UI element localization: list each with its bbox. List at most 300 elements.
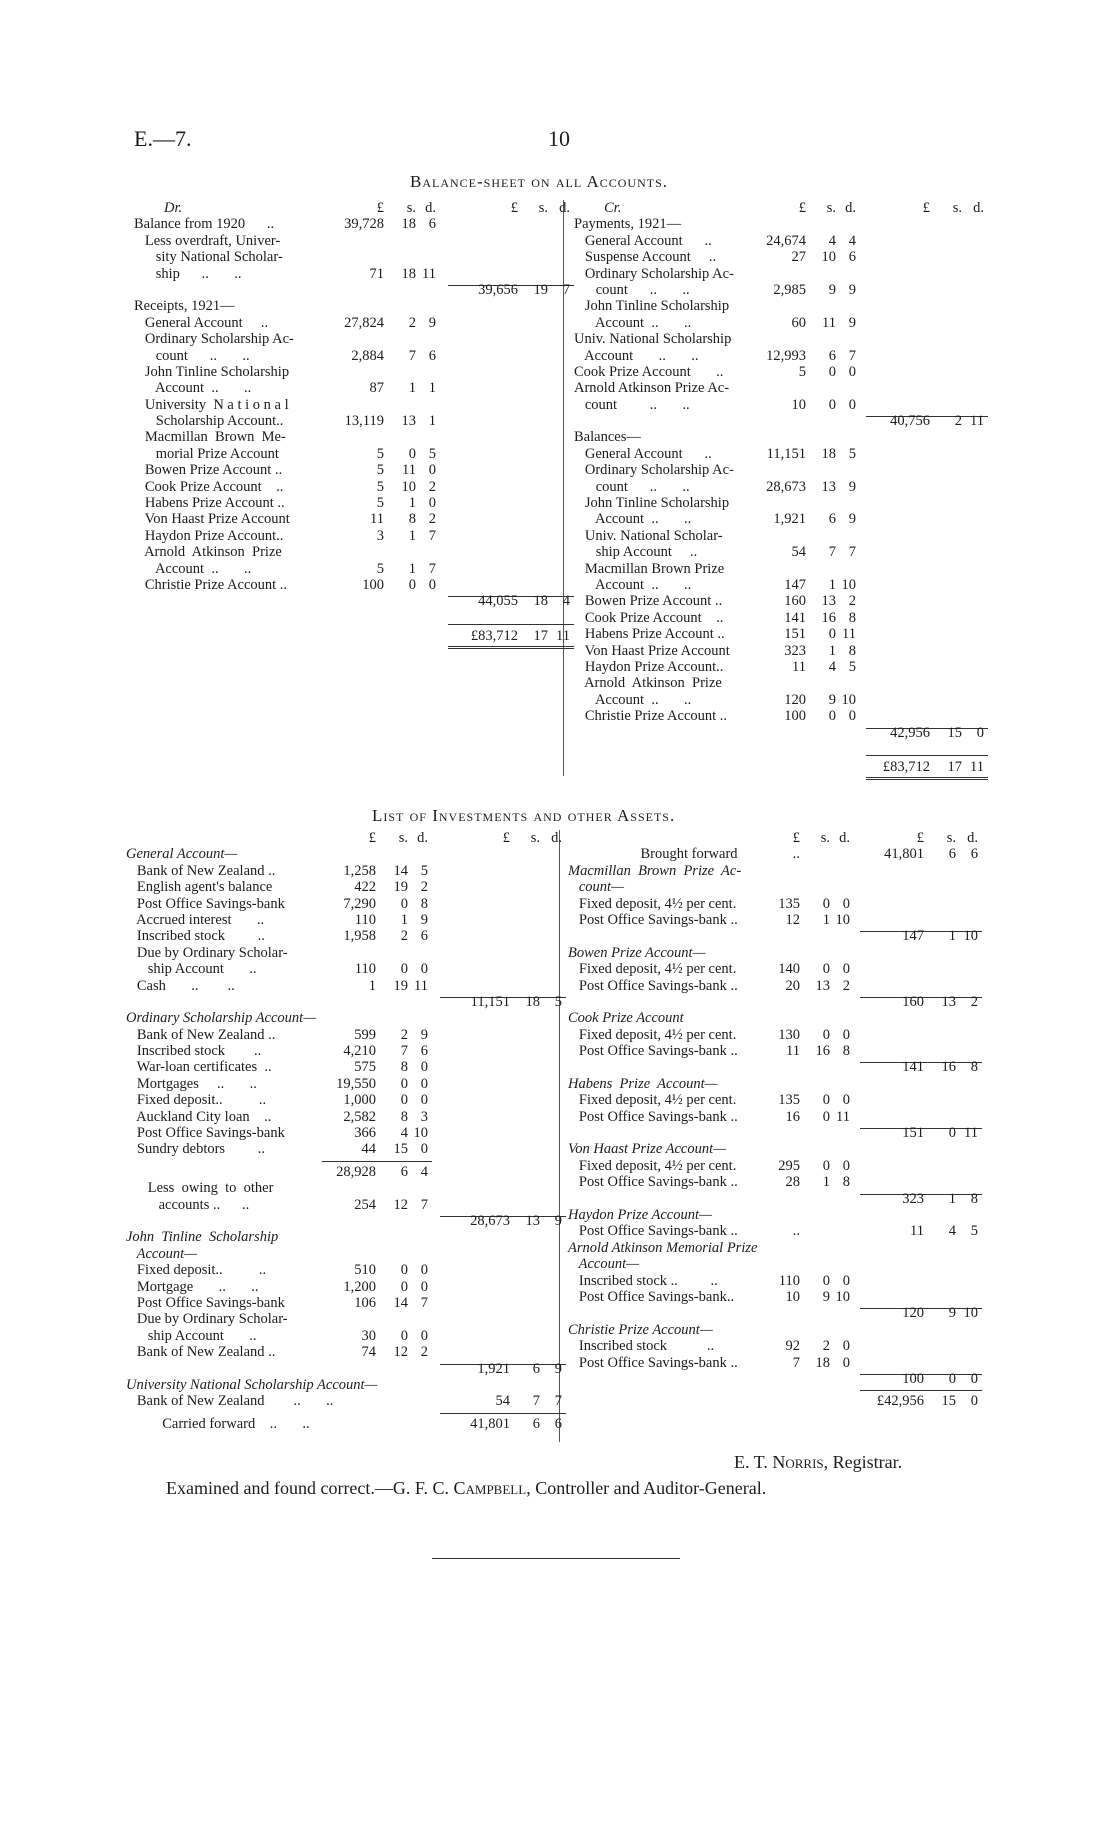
ledger-row bbox=[134, 364, 574, 380]
amount-l1: 20 bbox=[785, 977, 800, 994]
grand-total-row bbox=[574, 759, 1014, 775]
ledger-row bbox=[574, 331, 1014, 347]
total-double-rule bbox=[448, 646, 574, 649]
amount-d1: 0 bbox=[842, 1354, 850, 1371]
amount-s1: 4 bbox=[400, 1125, 408, 1142]
amount-d1: 1 bbox=[428, 413, 436, 430]
ledger-row bbox=[568, 1158, 1008, 1174]
amount-d1: 6 bbox=[428, 347, 436, 364]
subtotal-row bbox=[568, 1059, 1008, 1075]
ledger-label: Christie Prize Account .. bbox=[134, 576, 288, 593]
ledger-label: John Tinline Scholarship bbox=[126, 1229, 279, 1246]
amount-s1: 13 bbox=[821, 478, 836, 495]
amount-s1: 14 bbox=[393, 862, 408, 879]
amount-d1: 2 bbox=[428, 511, 436, 528]
sum-rule bbox=[440, 1413, 566, 1414]
ledger-row bbox=[126, 846, 566, 862]
amount-d1: 0 bbox=[848, 708, 856, 725]
amount-s1: 10 bbox=[821, 249, 836, 266]
amount-s2: 15 bbox=[947, 724, 962, 741]
amount-l2: 54 bbox=[495, 1393, 510, 1410]
ledger-label: Cook Prize Account bbox=[568, 1010, 684, 1027]
ledger-row bbox=[126, 961, 566, 977]
amount-s1: 2 bbox=[400, 928, 408, 945]
amount-d1: 0 bbox=[428, 576, 436, 593]
amount-l2: 40,756 bbox=[890, 413, 930, 430]
amount-s1: 1 bbox=[408, 495, 416, 512]
ledger-label: War-loan certificates .. bbox=[126, 1059, 272, 1076]
ledger-label: Fixed deposit, 4½ per cent. bbox=[568, 1157, 737, 1174]
amount-s2: 7 bbox=[532, 1393, 540, 1410]
amount-s2: 18 bbox=[533, 593, 548, 610]
ledger-label: Post Office Savings-bank .. bbox=[568, 1108, 738, 1125]
ledger-label: Ordinary Scholarship Ac- bbox=[134, 331, 294, 348]
ledger-row bbox=[126, 1197, 566, 1213]
ledger-row bbox=[126, 978, 566, 994]
ledger-row bbox=[126, 1262, 566, 1278]
ledger-label: Habens Prize Account .. bbox=[134, 495, 285, 512]
ledger-label: Post Office Savings-bank .. bbox=[568, 977, 738, 994]
dr-side bbox=[134, 200, 574, 644]
amount-s2: 15 bbox=[941, 1393, 956, 1410]
amount-l1: 254 bbox=[354, 1196, 376, 1213]
ledger-row bbox=[574, 659, 1014, 675]
amount-d2: 5 bbox=[970, 1223, 978, 1240]
ledger-row bbox=[134, 249, 574, 265]
ledger-label: count .. .. bbox=[574, 478, 690, 495]
ledger-row bbox=[126, 1076, 566, 1092]
amount-s1: 1 bbox=[408, 560, 416, 577]
amount-s1: 0 bbox=[828, 363, 836, 380]
ledger-row bbox=[574, 364, 1014, 380]
ledger-row bbox=[574, 692, 1014, 708]
amount-d1: 11 bbox=[422, 265, 436, 282]
ledger-row bbox=[568, 1207, 1008, 1223]
ledger-row bbox=[126, 1059, 566, 1075]
amount-l1: 11 bbox=[792, 658, 806, 675]
amount-l1: 2,884 bbox=[351, 347, 384, 364]
ledger-row bbox=[126, 1246, 566, 1262]
amount-s2: 0 bbox=[948, 1125, 956, 1142]
subtotal-row bbox=[574, 413, 1014, 429]
ledger-label: Inscribed stock .. .. bbox=[568, 1272, 718, 1289]
ledger-label: Post Office Savings-bank.. bbox=[568, 1288, 735, 1305]
ledger-label: Fixed deposit, 4½ per cent. bbox=[568, 1026, 737, 1043]
amount-s1: 0 bbox=[822, 1092, 830, 1109]
subtotal-row bbox=[126, 1213, 566, 1229]
amount-d1: 9 bbox=[848, 511, 856, 528]
ledger-label: Post Office Savings-bank bbox=[126, 1125, 285, 1142]
ledger-label: Bank of New Zealand .. bbox=[126, 1026, 276, 1043]
amount-d1: 9 bbox=[848, 478, 856, 495]
ledger-row bbox=[574, 561, 1014, 577]
total-d2: 11 bbox=[970, 758, 984, 775]
ledger-label: Mortgages .. .. bbox=[126, 1075, 257, 1092]
column-header-d1: d. bbox=[845, 200, 856, 216]
ledger-row bbox=[574, 216, 1014, 232]
amount-s1: 13 bbox=[401, 413, 416, 430]
ledger-label: Account .. .. bbox=[574, 314, 692, 331]
amount-l2: 39,656 bbox=[478, 281, 518, 298]
amount-d2: 7 bbox=[562, 281, 570, 298]
ledger-label: Haydon Prize Account— bbox=[568, 1206, 712, 1223]
amount-d1: 9 bbox=[428, 314, 436, 331]
amount-s1: 0 bbox=[822, 895, 830, 912]
column-header-d1: d. bbox=[425, 200, 436, 216]
ledger-row bbox=[568, 1256, 1008, 1272]
amount-s1: 9 bbox=[822, 1288, 830, 1305]
ledger-row bbox=[568, 863, 1008, 879]
amount-l1: 7 bbox=[792, 1354, 800, 1371]
amount-s1: 15 bbox=[393, 1141, 408, 1158]
ledger-label: ship Account .. bbox=[574, 544, 698, 561]
amount-l1: 295 bbox=[778, 1157, 800, 1174]
amount-l2: 100 bbox=[902, 1370, 924, 1387]
ledger-label: morial Prize Account bbox=[134, 445, 279, 462]
ledger-label: Fixed deposit.. .. bbox=[126, 1092, 267, 1109]
ledger-row bbox=[568, 846, 1008, 862]
ledger-label: Habens Prize Account— bbox=[568, 1075, 718, 1092]
ledger-label: Less owing to other bbox=[126, 1180, 274, 1197]
ledger-row bbox=[134, 397, 574, 413]
column-header-s1: s. bbox=[398, 830, 408, 846]
amount-d1: 2 bbox=[848, 593, 856, 610]
amount-s1: 0 bbox=[822, 1272, 830, 1289]
amount-d1: 6 bbox=[420, 1043, 428, 1060]
amount-s1: 19 bbox=[393, 879, 408, 896]
amount-l2: 28,673 bbox=[470, 1212, 510, 1229]
amount-s2: 1 bbox=[948, 1190, 956, 1207]
amount-d1: 3 bbox=[420, 1108, 428, 1125]
amount-d1: 0 bbox=[842, 1092, 850, 1109]
amount-l1: 10 bbox=[791, 396, 806, 413]
amount-l1: 24,674 bbox=[766, 232, 806, 249]
amount-l1: 106 bbox=[354, 1294, 376, 1311]
amount-d1: 5 bbox=[428, 445, 436, 462]
amount-d1: 10 bbox=[841, 691, 856, 708]
amount-l1: 599 bbox=[354, 1026, 376, 1043]
ledger-row bbox=[574, 544, 1014, 560]
ledger-row bbox=[134, 446, 574, 462]
amount-l1: 44 bbox=[361, 1141, 376, 1158]
amount-l1: 366 bbox=[354, 1125, 376, 1142]
amount-s1: 4 bbox=[828, 232, 836, 249]
amount-d1: 10 bbox=[413, 1125, 428, 1142]
subtotal-row bbox=[126, 994, 566, 1010]
ledger-row bbox=[568, 896, 1008, 912]
amount-s1: 0 bbox=[822, 1026, 830, 1043]
subtotal-row bbox=[568, 994, 1008, 1010]
ledger-label: Fixed deposit, 4½ per cent. bbox=[568, 1092, 737, 1109]
amount-s1: 16 bbox=[821, 609, 836, 626]
ledger-row bbox=[126, 945, 566, 961]
amount-s1: 1 bbox=[408, 527, 416, 544]
column-header-row bbox=[574, 200, 1014, 216]
ledger-label: Inscribed stock .. bbox=[126, 928, 265, 945]
amount-l2: 1,921 bbox=[477, 1360, 510, 1377]
amount-d1: 5 bbox=[848, 445, 856, 462]
column-header-s1: s. bbox=[406, 200, 416, 216]
ledger-row bbox=[568, 879, 1008, 895]
amount-l1: 160 bbox=[784, 593, 806, 610]
page-header-code: E.—7. bbox=[134, 126, 192, 151]
ledger-label: Account .. .. bbox=[574, 511, 692, 528]
ledger-row bbox=[134, 216, 574, 232]
ledger-label: Account— bbox=[126, 1245, 198, 1262]
ledger-row bbox=[568, 1076, 1008, 1092]
amount-l1: 135 bbox=[778, 1092, 800, 1109]
amount-l1: 13,119 bbox=[344, 413, 384, 430]
ledger-row bbox=[126, 879, 566, 895]
ledger-label: ship Account .. bbox=[126, 961, 257, 978]
ledger-label: Ordinary Scholarship Ac- bbox=[574, 265, 734, 282]
ledger-row bbox=[568, 1092, 1008, 1108]
amount-d2: 6 bbox=[554, 1415, 562, 1432]
amount-s1: 1 bbox=[822, 911, 830, 928]
ledger-label: Scholarship Account.. bbox=[134, 413, 284, 430]
ledger-label: Haydon Prize Account.. bbox=[574, 658, 724, 675]
ledger-label: Account .. .. bbox=[574, 576, 692, 593]
ledger-label: Von Haast Prize Account bbox=[574, 642, 730, 659]
amount-s1: 10 bbox=[401, 478, 416, 495]
ledger-label: Post Office Savings-bank bbox=[126, 895, 285, 912]
ledger-label: Inscribed stock .. bbox=[568, 1338, 715, 1355]
amount-s1: 11 bbox=[822, 314, 836, 331]
ledger-row bbox=[126, 1027, 566, 1043]
amount-s1: 18 bbox=[815, 1354, 830, 1371]
amount-s2: 1 bbox=[948, 928, 956, 945]
ledger-row bbox=[574, 708, 1014, 724]
ledger-label: University National Scholarship Account— bbox=[126, 1376, 378, 1393]
ledger-label: General Account .. bbox=[574, 445, 712, 462]
ledger-row bbox=[574, 528, 1014, 544]
amount-l1: 28 bbox=[785, 1174, 800, 1191]
amount-d1: 2 bbox=[420, 879, 428, 896]
ledger-row bbox=[574, 462, 1014, 478]
amount-s1: 0 bbox=[822, 1157, 830, 1174]
column-header-row bbox=[134, 200, 574, 216]
amount-d1: 8 bbox=[848, 642, 856, 659]
amount-d1: 7 bbox=[420, 1294, 428, 1311]
amount-d1: 0 bbox=[842, 1272, 850, 1289]
ledger-label: Payments, 1921— bbox=[574, 216, 682, 233]
ledger-label: count .. .. bbox=[574, 396, 690, 413]
amount-d1: 7 bbox=[848, 347, 856, 364]
amount-d1: 0 bbox=[420, 1262, 428, 1279]
sum-rule bbox=[322, 1161, 432, 1162]
column-header-l1: £ bbox=[376, 200, 384, 216]
amount-d1: 4 bbox=[848, 232, 856, 249]
ledger-row bbox=[568, 1289, 1008, 1305]
ledger-label: Univ. National Scholarship bbox=[574, 331, 732, 348]
ledger-label: count— bbox=[568, 879, 624, 896]
amount-l2: 120 bbox=[902, 1305, 924, 1322]
ledger-label: ship .. .. bbox=[134, 265, 242, 282]
amount-s2: 16 bbox=[941, 1059, 956, 1076]
ledger-row bbox=[568, 1223, 1008, 1239]
amount-l2: 41,801 bbox=[884, 846, 924, 863]
ledger-label: John Tinline Scholarship bbox=[134, 363, 290, 380]
ledger-label: Macmillan Brown Prize bbox=[574, 560, 725, 577]
ledger-label: Arnold Atkinson Memorial Prize bbox=[568, 1239, 758, 1256]
amount-l2: 160 bbox=[902, 993, 924, 1010]
amount-l1: 575 bbox=[354, 1059, 376, 1076]
amount-l1: 7,290 bbox=[343, 895, 376, 912]
registrar-signature: E. T. Norris, Registrar. bbox=[734, 1452, 903, 1472]
amount-d1: 6 bbox=[428, 216, 436, 233]
amount-d2: 0 bbox=[970, 1370, 978, 1387]
ledger-row bbox=[126, 863, 566, 879]
amount-s1: 18 bbox=[401, 216, 416, 233]
ledger-row bbox=[568, 1043, 1008, 1059]
amount-s1: 0 bbox=[400, 895, 408, 912]
amount-s1: 6 bbox=[400, 1163, 408, 1180]
column-header-d2: d. bbox=[559, 200, 570, 216]
ledger-row bbox=[568, 1338, 1008, 1354]
amount-d1: 11 bbox=[414, 977, 428, 994]
amount-d1: 4 bbox=[420, 1163, 428, 1180]
ledger-row bbox=[134, 348, 574, 364]
amount-s1: 0 bbox=[828, 626, 836, 643]
amount-d1: 0 bbox=[420, 961, 428, 978]
ledger-row bbox=[126, 1125, 566, 1141]
amount-d2: 0 bbox=[970, 1393, 978, 1410]
amount-l1: 323 bbox=[784, 642, 806, 659]
amount-l1: 1,958 bbox=[343, 928, 376, 945]
amount-l1: 1,000 bbox=[343, 1092, 376, 1109]
ledger-label: John Tinline Scholarship bbox=[574, 495, 730, 512]
amount-l1: 422 bbox=[354, 879, 376, 896]
amount-d1: 2 bbox=[842, 977, 850, 994]
amount-s1: 12 bbox=[393, 1196, 408, 1213]
amount-l1: 5 bbox=[376, 462, 384, 479]
amount-d1: 9 bbox=[420, 1026, 428, 1043]
ledger-row bbox=[568, 1322, 1008, 1338]
amount-d2: 10 bbox=[963, 928, 978, 945]
closing-rule bbox=[432, 1558, 680, 1559]
amount-d1: 8 bbox=[842, 1174, 850, 1191]
ledger-row bbox=[574, 315, 1014, 331]
amount-d1: 0 bbox=[420, 1092, 428, 1109]
total-d2: 11 bbox=[556, 627, 570, 644]
amount-d1: 7 bbox=[420, 1196, 428, 1213]
total-l2: £83,712 bbox=[470, 627, 518, 644]
amount-l2: 44,055 bbox=[478, 593, 518, 610]
ledger-label: Post Office Savings-bank .. bbox=[568, 1043, 738, 1060]
ledger-row bbox=[574, 593, 1014, 609]
amount-s1: 18 bbox=[821, 445, 836, 462]
amount-s1: 1 bbox=[828, 576, 836, 593]
column-header-d1: d. bbox=[839, 830, 850, 846]
ledger-row bbox=[574, 429, 1014, 445]
amount-l1: 28,928 bbox=[336, 1163, 376, 1180]
amount-s2: 18 bbox=[525, 993, 540, 1010]
ledger-row bbox=[568, 1010, 1008, 1026]
amount-d2: 8 bbox=[970, 1059, 978, 1076]
ledger-row bbox=[568, 1109, 1008, 1125]
ledger-row bbox=[574, 249, 1014, 265]
amount-d1: 9 bbox=[420, 911, 428, 928]
ledger-row bbox=[126, 1109, 566, 1125]
ledger-row bbox=[134, 561, 574, 577]
amount-l1: 147 bbox=[784, 576, 806, 593]
ledger-label: Fixed deposit.. .. bbox=[126, 1262, 267, 1279]
ledger-label: Arnold Atkinson Prize bbox=[574, 675, 722, 692]
ledger-label: Von Haast Prize Account bbox=[134, 511, 290, 528]
amount-s1: 13 bbox=[821, 593, 836, 610]
ledger-row bbox=[134, 413, 574, 429]
ledger-label: Mortgage .. .. bbox=[126, 1278, 259, 1295]
investments-left bbox=[126, 830, 566, 1432]
amount-d1: 0 bbox=[842, 1157, 850, 1174]
column-header-s2: s. bbox=[538, 200, 548, 216]
amount-s1: 14 bbox=[393, 1294, 408, 1311]
amount-s1: 0 bbox=[400, 1278, 408, 1295]
amount-l2: 147 bbox=[902, 928, 924, 945]
ledger-label: sity National Scholar- bbox=[134, 249, 283, 266]
amount-d1: 0 bbox=[420, 1141, 428, 1158]
ledger-row bbox=[126, 896, 566, 912]
amount-d1: 0 bbox=[842, 1026, 850, 1043]
column-header-s1: s. bbox=[826, 200, 836, 216]
column-header-row bbox=[126, 830, 566, 846]
ledger-label: General Account— bbox=[126, 846, 238, 863]
amount-d2: 11 bbox=[964, 1125, 978, 1142]
amount-l1: 12,993 bbox=[766, 347, 806, 364]
ledger-row bbox=[568, 1355, 1008, 1371]
amount-d1: 0 bbox=[848, 363, 856, 380]
amount-s1: 16 bbox=[815, 1043, 830, 1060]
column-header-l1: £ bbox=[368, 830, 376, 846]
amount-l2: 42,956 bbox=[890, 724, 930, 741]
amount-d1: 7 bbox=[428, 560, 436, 577]
amount-s1: 2 bbox=[408, 314, 416, 331]
column-header-d1: d. bbox=[417, 830, 428, 846]
amount-l1: 11 bbox=[786, 1043, 800, 1060]
amount-s1: 8 bbox=[408, 511, 416, 528]
column-header-l2: £ bbox=[916, 830, 924, 846]
ledger-row bbox=[126, 1043, 566, 1059]
amount-s1: 0 bbox=[400, 1262, 408, 1279]
sum-rule bbox=[860, 1390, 982, 1391]
amount-d1: 0 bbox=[420, 1075, 428, 1092]
ledger-label: Haydon Prize Account.. bbox=[134, 527, 284, 544]
amount-s1: 19 bbox=[393, 977, 408, 994]
amount-d1: 1 bbox=[428, 380, 436, 397]
amount-d2: 11 bbox=[970, 413, 984, 430]
ledger-row bbox=[134, 511, 574, 527]
column-header-l2: £ bbox=[510, 200, 518, 216]
subtotal-row bbox=[568, 1393, 1008, 1409]
amount-s2: 2 bbox=[954, 413, 962, 430]
ledger-row bbox=[126, 1229, 566, 1245]
amount-l1: 10 bbox=[785, 1288, 800, 1305]
amount-d1: 0 bbox=[428, 495, 436, 512]
amount-l1: 5 bbox=[376, 560, 384, 577]
amount-d1: 9 bbox=[848, 314, 856, 331]
amount-l1: 11,151 bbox=[766, 445, 806, 462]
amount-l1: .. bbox=[792, 1223, 800, 1240]
column-header-d2: d. bbox=[551, 830, 562, 846]
ledger-label: Receipts, 1921— bbox=[134, 298, 235, 315]
ledger-label: Bank of New Zealand .. bbox=[126, 1344, 276, 1361]
amount-d1: 0 bbox=[420, 1059, 428, 1076]
ledger-row bbox=[126, 1092, 566, 1108]
ledger-label: Univ. National Scholar- bbox=[574, 527, 723, 544]
balance-sheet-title: Balance-sheet on all Accounts. bbox=[410, 172, 668, 191]
amount-l1: 110 bbox=[354, 911, 376, 928]
ledger-label: Brought forward bbox=[568, 846, 738, 863]
